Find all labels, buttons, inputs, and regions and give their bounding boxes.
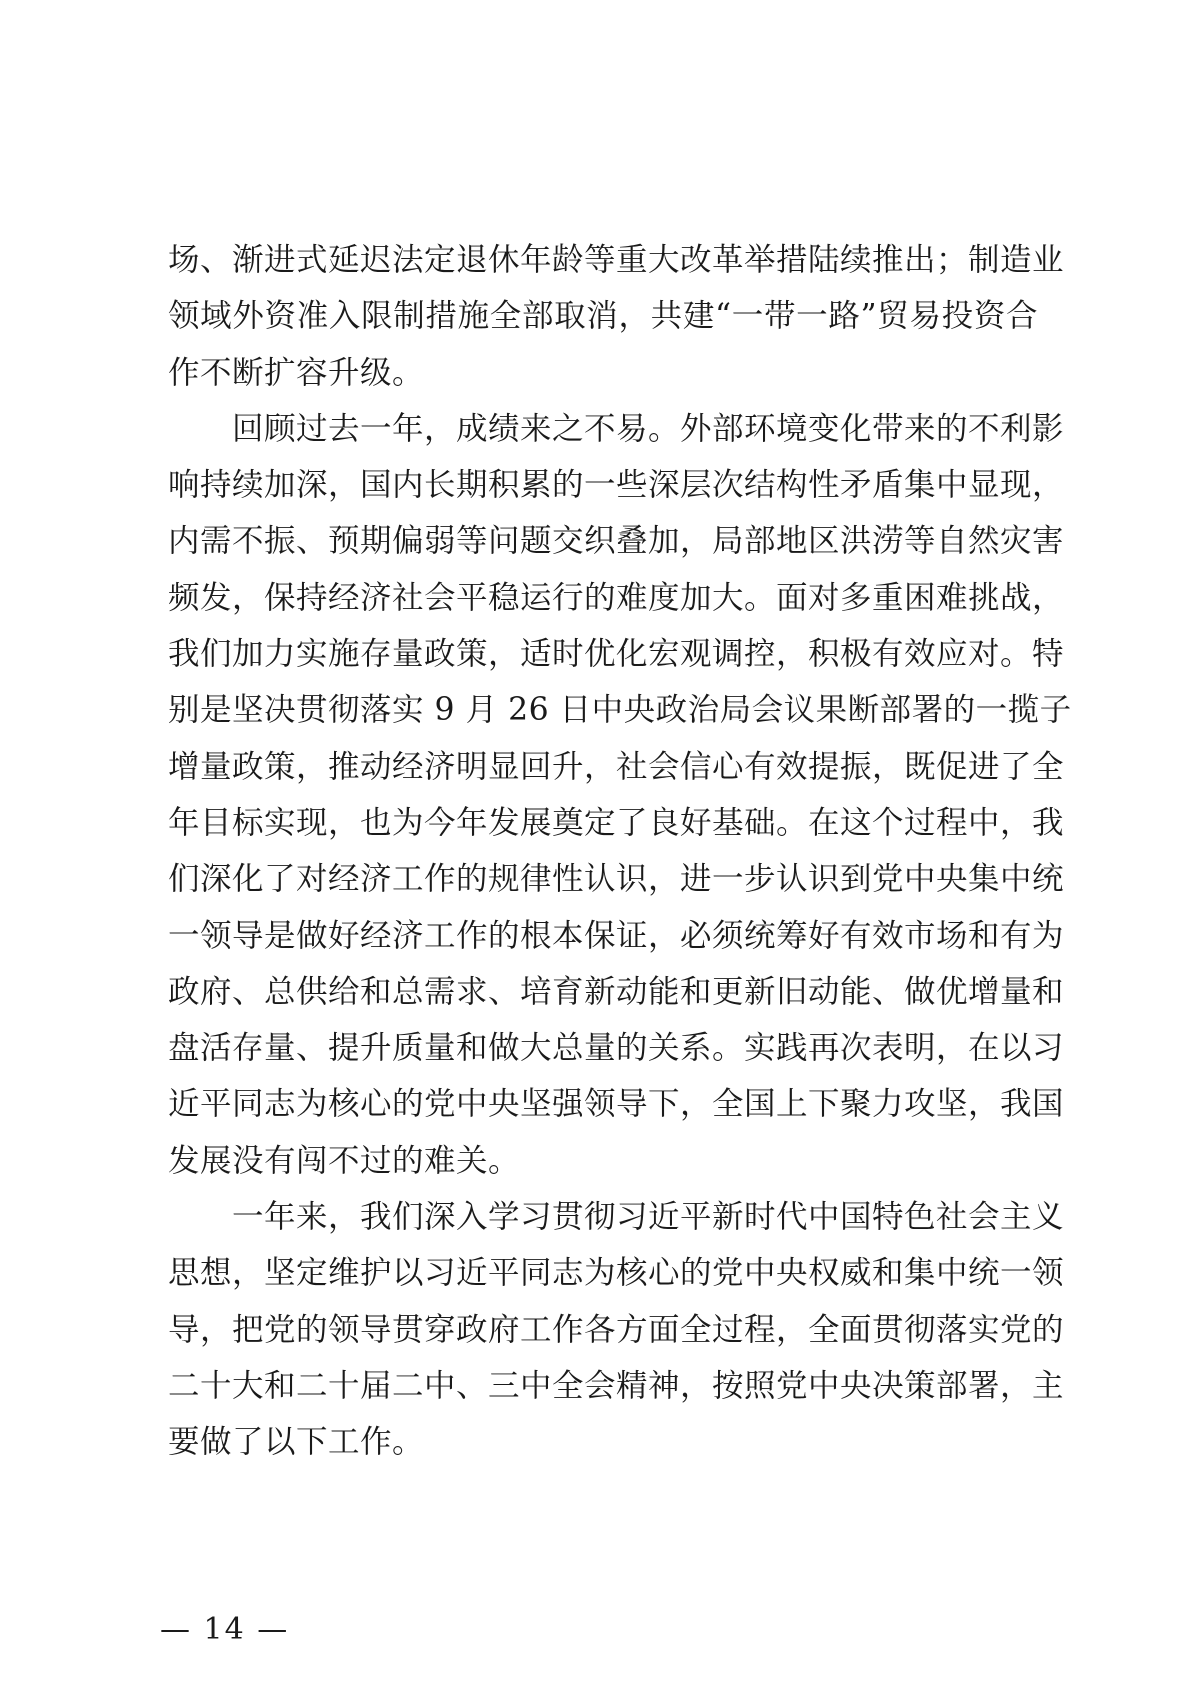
paragraph-2-line-8: 年目标实现，也为今年发展奠定了良好基础。在这个过程中，我 — [168, 804, 1065, 841]
paragraph-3-line-5: 要做了以下工作。 — [168, 1424, 425, 1461]
paragraph-3-line-3: 导，把党的领导贯穿政府工作各方面全过程，全面贯彻落实党的 — [168, 1311, 1065, 1348]
paragraph-3-line-1: 一年来，我们深入学习贯彻习近平新时代中国特色社会主义 — [232, 1199, 1065, 1236]
paragraph-3-line-4: 二十大和二十届二中、三中全会精神，按照党中央决策部署，主 — [168, 1367, 1065, 1404]
paragraph-2-line-5: 我们加力实施存量政策，适时优化宏观调控，积极有效应对。特 — [168, 636, 1065, 673]
paragraph-2-line-4: 频发，保持经济社会平稳运行的难度加大。面对多重困难挑战， — [168, 579, 1065, 616]
paragraph-1-line-1: 场、渐进式延迟法定退休年龄等重大改革举措陆续推出；制造业 — [168, 242, 1065, 278]
paragraph-3-line-2: 思想，坚定维护以习近平同志为核心的党中央权威和集中统一领 — [168, 1255, 1065, 1292]
paragraph-2-line-10: 一领导是做好经济工作的根本保证，必须统筹好有效市场和有为 — [168, 917, 1065, 954]
paragraph-2-line-2: 响持续加深，国内长期积累的一些深层次结构性矛盾集中显现， — [168, 467, 1065, 504]
paragraph-1-line-2: 领域外资准入限制措施全部取消，共建“一带一路”贸易投资合 — [168, 298, 1038, 335]
document-body — [168, 232, 1072, 1471]
paragraph-2-line-9: 们深化了对经济工作的规律性认识，进一步认识到党中央集中统 — [168, 861, 1065, 898]
paragraph-2-line-6: 别是坚决贯彻落实 9 月 26 日中央政治局会议果断部署的一揽子 — [168, 692, 1072, 729]
paragraph-2-line-14: 发展没有闯不过的难关。 — [168, 1142, 521, 1179]
paragraph-2-line-3: 内需不振、预期偏弱等问题交织叠加，局部地区洪涝等自然灾害 — [168, 523, 1065, 560]
paragraph-2-line-7: 增量政策，推动经济明显回升，社会信心有效提振，既促进了全 — [168, 748, 1065, 785]
page-number: — 14 — — [160, 1612, 290, 1647]
paragraph-2-line-11: 政府、总供给和总需求、培育新动能和更新旧动能、做优增量和 — [168, 973, 1065, 1010]
paragraph-2-line-13: 近平同志为核心的党中央坚强领导下，全国上下聚力攻坚，我国 — [168, 1086, 1065, 1123]
paragraph-1-line-3: 作不断扩容升级。 — [168, 354, 425, 391]
paragraph-2-line-1: 回顾过去一年，成绩来之不易。外部环境变化带来的不利影 — [232, 410, 1065, 447]
paragraph-2-line-12: 盘活存量、提升质量和做大总量的关系。实践再次表明，在以习 — [168, 1030, 1065, 1067]
